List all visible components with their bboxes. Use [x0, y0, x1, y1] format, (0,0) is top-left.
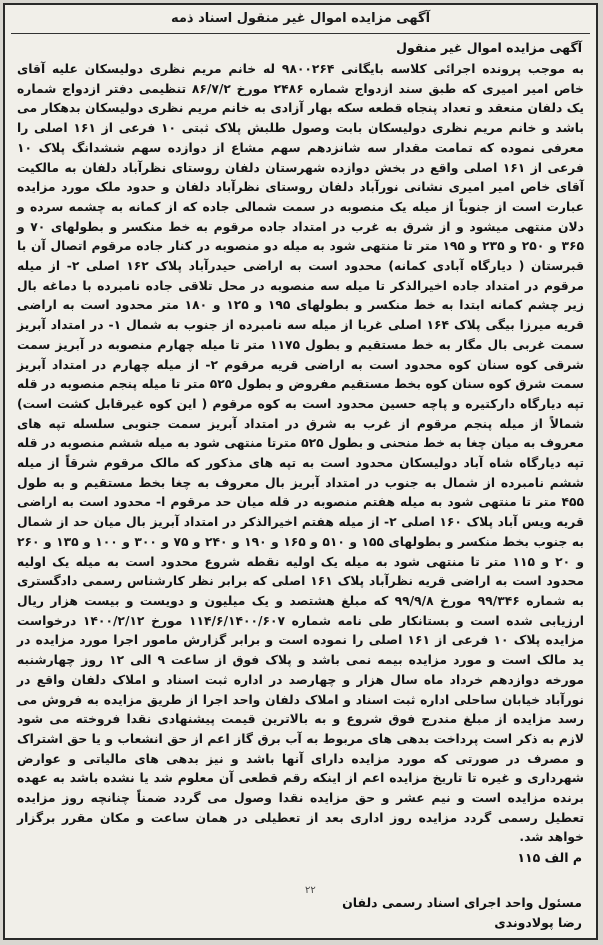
signature-title: مسئول واحد اجرای اسناد رسمی دلفان	[342, 895, 582, 910]
page-number: ۲۲	[305, 885, 316, 896]
notice-body: به موجب پرونده اجرائی کلاسه بایگانی ۹۸۰۰۲۶۴ له خانم مریم نظری دولیسکان علیه آقای خاص امیر امیری که طبق سند ازدواج شماره ۲۴۸۶ مورخ ۸۶/۷/۲ تنظیمی دفتر ازدواج شماره یک دلفان منعقد و تعداد پنجاه قطعه سکه بهار آزادی به خانم مریم نظری دولیسکان بدهکار می باشد و خانم مریم نظری دولیسکان بابت وصول طلبش پلاک ثبتی ۱۰ فرعی از ۱۶۱ اصلی را معرفی نموده که تمامت مقدار سه شانزدهم سهم مشاع از دوازده سهم ششدانگ پلاک ۱۰ فرعی از ۱۶۱ اصلی واقع در بخش دوازده شهرستان دلفان روستای نظرآباد دلفان به مالکیت آقای خاص امیر امیری نشانی نورآباد دلفان روستای نظرآباد دلفان و حدود ملک مورد مزایده عبارت است از جنوباً از میله یک منصوبه در سمت شمالی جاده که از کمانه به چشمه سرده و دلان منتهی میشود و از شرق به غرب در امتداد جاده مرقوم به خط منکسر و بطولهای ۷۰ و ۳۶۵ و ۲۵۰ و ۲۳۵ و ۱۹۵ متر تا منتهی شود به میله دو منصوبه در کنار جاده مرقوم اتصال آن با قبرستان ( دیارگاه آبادی کمانه) محدود است به اراضی حیدرآباد پلاک ۱۶۲ اصلی ۲- از میله مرقوم در امتداد جاده اخیرالذکر تا میله سه منصوبه در محل تلاقی جاده نامبرده با دماغه بال زیر چشم کمانه ابتدا به خط منکسر و بطولهای ۱۹۵ و ۱۲۵ و ۱۸۰ متر محدود است به اراضی قریه میرزا بیگی پلاک ۱۶۴ اصلی غربا از میله سه نامبرده از جنوب به شمال ۱- در امتداد آبریز سمت غربی بال مگار به خط مستقیم و بطول ۱۱۷۵ متر تا میله چهارم منصوبه در آبریز سمت شرقی کوه سنان کوه محدود است به اراضی قریه مرقوم ۲- از میله چهارم در امتداد آبریز سمت شرق کوه سنان کوه بخط مستقیم مفروض و بطول ۵۲۵ متر تا میله پنجم منصوبه در قله تپه دیارگاه دارکتیره و پاچه حسین محدود است به کوه مرقوم ( این کوه غیرقابل کشت است) شمالاً از میله پنجم مرقوم از غرب به شرق در امتداد آبریز سمت جنوبی سلسله تپه های معروف به میان چغا به خط منحنی و بطول ۵۲۵ مترتا منتهی شود به میله ششم منصوبه در قله تپه دیارگاه شاه آباد دولیسکان محدود است به تپه های مذکور که مالک مرقوم شرقاً از میله ششم نامبرده از شمال به جنوب در امتداد آبریز بال معروف به چغا بخط مستقیم و به طول ۴۵۵ متر تا منتهی شود به میله هفتم منصوبه در قله میان حد مرقوم ا- محدود است به اراضی قریه ویس آباد پلاک ۱۶۰ اصلی ۲- از میله هفتم اخیرالذکر در امتداد آبریز بال میان حد از شمال به جنوب بخط منکسر و بطولهای ۱۵۵ و ۵۱۰ و ۱۶۵ و ۱۹۰ و ۲۴۰ و ۷۵ و ۳۰۰ و ۱۰۰ و ۱۳۵ و ۲۶۰ و ۲۰ و ۱۱۵ متر تا منتهی شود به میله یک اولیه نقطه شروع محدود است به میله یک اولیه محدود است به اراضی قریه نظرآباد پلاک ۱۶۱ اصلی که برابر نظر کارشناس رسمی دادگستری به شماره ۹۹/۳۴۶ مورخ ۹۹/۹/۸ که مبلغ هشتصد و یک میلیون و دویست و بیست هزار ریال ارزیابی شده است و بستانکار طی نامه شماره ۱۱۴/۶/۱۴۰۰/۶۰۷ مورخ ۱۴۰۰/۲/۱۲ درخواست مزایده پلاک ۱۰ فرعی از ۱۶۱ اصلی را نموده است و برابر گزارش مامور اجرا مورد مزایده در ید مالک است و مورد مزایده بیمه نمی باشد و پلاک فوق از ساعت ۹ الی ۱۲ روز چهارشنبه مورخه دوازدهم خرداد ماه سال هزار و چهارصد در اداره ثبت اسناد و املاک دلفان واقع در نورآباد خیابان ساحلی اداره ثبت اسناد و املاک دلفان واحد اجرا از طریق مزایده به فروش می رسد مزایده از مبلغ مندرج فوق شروع و به بالاترین قیمت پیشنهادی نقدا فروخته می شود لازم به ذکر است پرداخت بدهی های مربوط به آب برق گاز اعم از حق انشعاب و یا حق اشتراک و مصرف در صورتی که مورد مزایده دارای آنها باشد و نیز بدهی های مالیاتی و عوارض شهرداری و غیره تا تاریخ مزایده اعم از اینکه رقم قطعی آن معلوم شد یا نشده باشد به عهده برنده مزایده است و نیم عشر و حق مزایده نقدا وصول می گردد ضمناً چنانچه روز مزایده تعطیل رسمی گردد مزایده روز اداری بعد از تعطیلی در همان ساعت و مکان مقرر برگزار خواهد شد.	[17, 62, 585, 845]
notice-heading: آگهی مزایده اموال غیر منقول	[396, 40, 582, 55]
notice-title: آگهی مزایده اموال غیر منقول اسناد ذمه	[170, 11, 431, 26]
notice-code: م الف ۱۱۵	[517, 850, 582, 866]
signature-name: رضا پولادوندی	[494, 915, 582, 930]
notice-sheet	[3, 3, 598, 940]
signature-block	[342, 893, 582, 933]
